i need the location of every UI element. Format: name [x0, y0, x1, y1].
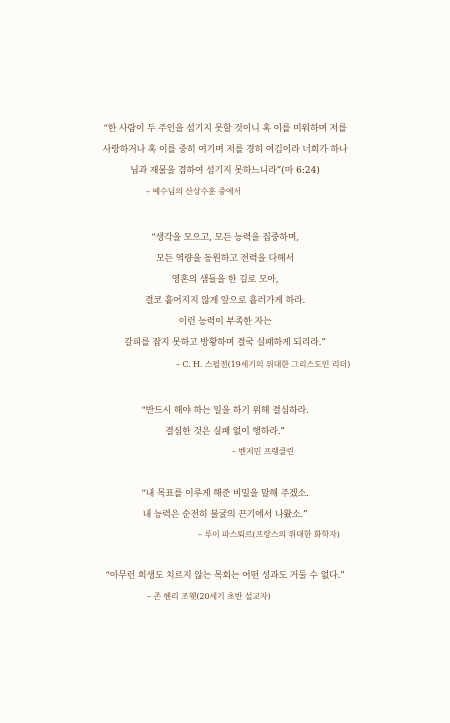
- quote-3-line-1: “반드시 해야 하는 일을 하기 위해 결심하라.: [141, 406, 309, 416]
- quote-2-line-1: “생각을 모으고, 모든 능력을 집중하며,: [151, 233, 299, 243]
- quote-2-line-5: 이런 능력이 부족한 자는: [178, 317, 272, 327]
- quote-1-attribution: – 예수님의 산상수훈 중에서: [146, 187, 242, 196]
- quote-2-line-2: 모든 역량을 동원하고 전력을 다해서: [155, 254, 295, 264]
- quote-4-line-1: “내 목표를 이루게 해준 비밀을 말해 주겠소.: [141, 489, 309, 499]
- quote-3-line-2: 결심한 것은 실패 없이 행하라.”: [165, 427, 285, 437]
- quote-4-attribution: – 루이 파스퇴르(프랑스의 위대한 화학자): [198, 530, 340, 539]
- quote-1-line-3: [0, 162, 450, 180]
- quote-4-line-2: 내 능력은 순전히 불굴의 끈기에서 나왔소.”: [142, 510, 308, 520]
- quote-1-line-3-text: 님과 재물을 겸하여 섬기지 못하느니라”: [130, 166, 282, 176]
- quote-5-attribution: – 존 헨리 조웻(20세기 초반 설교자): [147, 592, 271, 601]
- quote-1-line-1: “한 사람이 두 주인을 섬기지 못할 것이니 혹 이를 미워하며 저를: [103, 124, 347, 134]
- quote-2-line-4: 결코 흩어지지 않게 앞으로 흘러가게 하라.: [144, 296, 306, 306]
- quote-5-line-1: “아무런 희생도 치르지 않는 목회는 어떤 성과도 거둘 수 없다.”: [105, 571, 345, 581]
- quote-2-attribution: – C. H. 스펄전(19세기의 위대한 그리스도인 리더): [176, 360, 351, 369]
- quote-3-attribution: – 벤저민 프랭클린: [232, 447, 295, 456]
- quote-2-line-6: 갈피를 잡지 못하고 방황하며 결국 실패하게 되리라.”: [124, 338, 326, 348]
- quote-1-reference: (마 6:24): [281, 166, 320, 176]
- quote-1-line-2: 사랑하거나 혹 이를 중히 여기며 저를 경히 여김이라 너희가 하나: [102, 145, 348, 155]
- quote-2-line-3: 영혼의 샘들을 한 길로 모아,: [171, 275, 279, 285]
